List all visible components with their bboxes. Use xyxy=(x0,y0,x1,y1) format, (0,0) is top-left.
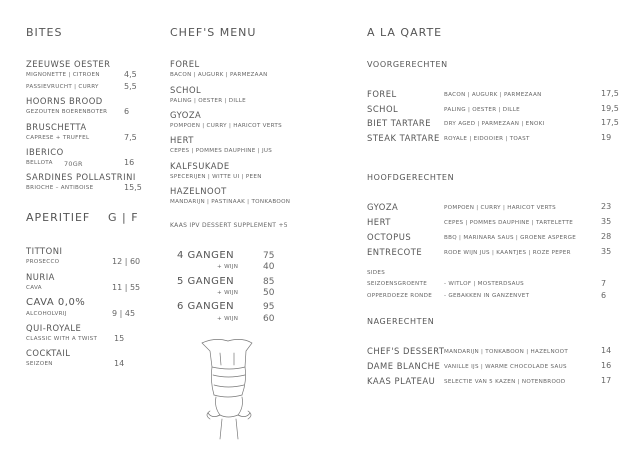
aperitief-item-3-name: QUI-ROYALE xyxy=(26,323,82,333)
side-item-0-name: SEIZOENSGROENTE xyxy=(367,281,428,287)
voor-item-2-desc: DRY AGED | PARMEZAAN | ENOKI xyxy=(444,121,545,127)
chefs-supplement: KAAS IPV DESSERT SUPPLEMENT +5 xyxy=(170,222,288,229)
hoofd-item-2-price: 28 xyxy=(601,232,612,241)
na-item-0-desc: MANDARIJN | TONKABOON | HAZELNOOT xyxy=(444,349,569,355)
bites-item-3-desc: BELLOTA xyxy=(26,160,53,166)
bites-item-4-desc: BRIOCHE – ANTIBOISE xyxy=(26,185,94,191)
aperitief-item-2-name: CAVA 0,0% xyxy=(26,297,86,308)
side-item-1-name: OPPERDOEZE RONDE xyxy=(367,293,433,299)
chefs-item-1-name: SCHOL xyxy=(170,85,202,95)
bites-item-0-price-0: 4,5 xyxy=(124,70,137,79)
na-item-0-price: 14 xyxy=(601,346,612,355)
bites-item-4-name: SARDINES POLLASTRINI xyxy=(26,172,136,182)
na-item-0-name: CHEF'S DESSERT xyxy=(367,346,445,356)
voor-item-1-desc: PALING | OESTER | DILLE xyxy=(444,107,520,113)
course-0-label: 4 GANGEN xyxy=(177,250,235,261)
course-0-price: 75 xyxy=(263,251,275,261)
course-1-wine-price: 50 xyxy=(263,288,275,298)
hoofd-item-1-name: HERT xyxy=(367,217,391,227)
nagerechten-title: NAGERECHTEN xyxy=(367,317,435,326)
aperitief-item-4-price: 14 xyxy=(114,359,125,368)
aperitief-item-0-name: TITTONI xyxy=(26,246,63,256)
bites-item-3-name: IBERICO xyxy=(26,147,64,157)
voor-item-3-desc: ROYALE | EIDOOIER | TOAST xyxy=(444,136,530,142)
voor-item-0-price: 17,5 xyxy=(601,89,619,98)
hoofd-item-1-price: 35 xyxy=(601,217,612,226)
chefs-item-5-desc: MANDARIJN | PASTINAAK | TONKABOON xyxy=(170,199,291,205)
aperitief-item-1-name: NURIA xyxy=(26,272,55,282)
bites-item-0-desc-0: MIGNONETTE | CITROEN xyxy=(26,72,100,78)
hoofdgerechten-title: HOOFDGERECHTEN xyxy=(367,173,455,182)
na-item-1-price: 16 xyxy=(601,361,612,370)
na-item-2-desc: SELECTIE VAN 5 KAZEN | NOTENBROOD xyxy=(444,379,566,385)
chefs-item-4-desc: SPECERIJEN | WITTE UI | PEEN xyxy=(170,174,262,180)
na-item-1-desc: VANILLE IJS | WARME CHOCOLADE SAUS xyxy=(444,364,567,370)
bites-item-1-price: 6 xyxy=(124,107,130,116)
bites-item-2-name: BRUSCHETTA xyxy=(26,122,87,132)
voor-item-2-price: 17,5 xyxy=(601,118,619,127)
chefs-item-1-desc: PALING | OESTER | DILLE xyxy=(170,98,246,104)
na-item-1-name: DAME BLANCHE xyxy=(367,361,441,371)
chefs-item-3-desc: CEPES | POMMES DAUPHINE | JUS xyxy=(170,148,273,154)
na-item-2-price: 17 xyxy=(601,376,612,385)
bites-item-3-price: 16 xyxy=(124,158,135,167)
course-2-price: 95 xyxy=(263,302,275,312)
bites-item-3-weight: 70GR xyxy=(64,160,83,168)
chefs-item-0-name: FOREL xyxy=(170,59,200,69)
hoofd-item-0-desc: POMPOEN | CURRY | HARICOT VERTS xyxy=(444,205,556,211)
bites-item-2-price: 7,5 xyxy=(124,133,137,142)
aperitief-item-3-desc: CLASSIC WITH A TWIST xyxy=(26,336,98,342)
aperitief-item-3-price: 15 xyxy=(114,334,125,343)
na-item-2-name: KAAS PLATEAU xyxy=(367,376,436,386)
bites-item-2-desc: CAPRESE + TRUFFEL xyxy=(26,135,90,141)
chefs-item-2-name: GYOZA xyxy=(170,110,202,120)
chefs-item-5-name: HAZELNOOT xyxy=(170,186,227,196)
aperitief-item-0-price: 12 | 60 xyxy=(112,257,141,266)
chefs-item-2-desc: POMPOEN | CURRY | HARICOT VERTS xyxy=(170,123,282,129)
course-2-wine-price: 60 xyxy=(263,314,275,324)
chefs-item-4-name: KALFSUKADE xyxy=(170,161,230,171)
hoofd-item-3-desc: RODE WIJN JUS | KAANTJES | ROZE PEPER xyxy=(444,250,571,256)
bites-item-0-price-1: 5,5 xyxy=(124,82,137,91)
bites-title: BITES xyxy=(26,26,63,39)
aperitief-columns: G | F xyxy=(108,211,139,224)
bites-item-0-desc-1: PASSIEVRUCHT | CURRY xyxy=(26,84,99,90)
hoofd-item-0-price: 23 xyxy=(601,202,612,211)
aperitief-title: APERITIEF xyxy=(26,211,91,224)
chefs-item-3-name: HERT xyxy=(170,135,194,145)
course-0-wine: + WIJN xyxy=(217,264,239,270)
voor-item-2-name: BIET TARTARE xyxy=(367,118,431,128)
voorgerechten-title: VOORGERECHTEN xyxy=(367,60,448,69)
bites-item-4-price: 15,5 xyxy=(124,183,142,192)
voor-item-1-price: 19,5 xyxy=(601,104,619,113)
chef-hat-sketch-icon xyxy=(190,335,265,445)
course-0-wine-price: 40 xyxy=(263,262,275,272)
course-1-label: 5 GANGEN xyxy=(177,276,235,287)
aperitief-item-1-price: 11 | 55 xyxy=(112,283,141,292)
hoofd-item-2-desc: BBQ | MARINARA SAUS | GROENE ASPERGE xyxy=(444,235,577,241)
bites-item-1-desc: GEZOUTEN BOERENBOTER xyxy=(26,109,108,115)
side-item-1-desc: - GEBAKKEN IN GANZENVET xyxy=(444,293,530,299)
aperitief-item-0-desc: PROSECCO xyxy=(26,259,60,265)
side-item-0-desc: - WITLOF | MOSTERDSAUS xyxy=(444,281,525,287)
hoofd-item-1-desc: CEPES | POMMES DAUPHINE | TARTELETTE xyxy=(444,220,574,226)
chefs-menu-title: CHEF'S MENU xyxy=(170,26,257,39)
hoofd-item-0-name: GYOZA xyxy=(367,202,399,212)
aperitief-item-1-desc: CAVA xyxy=(26,285,42,291)
aperitief-item-4-desc: SEIZOEN xyxy=(26,361,53,367)
course-2-label: 6 GANGEN xyxy=(177,301,235,312)
hoofd-item-2-name: OCTOPUS xyxy=(367,232,412,242)
voor-item-3-name: STEAK TARTARE xyxy=(367,133,440,143)
voor-item-0-name: FOREL xyxy=(367,89,397,99)
hoofd-item-3-price: 35 xyxy=(601,247,612,256)
aperitief-item-2-price: 9 | 45 xyxy=(112,309,136,318)
course-1-price: 85 xyxy=(263,277,275,287)
course-2-wine: + WIJN xyxy=(217,316,239,322)
sides-title: SIDES xyxy=(367,270,386,276)
voor-item-0-desc: BACON | AUGURK | PARMEZAAN xyxy=(444,92,542,98)
aperitief-item-4-name: COCKTAIL xyxy=(26,348,71,358)
side-item-0-price: 7 xyxy=(601,279,607,288)
carte-title: A LA QARTE xyxy=(367,26,443,39)
bites-item-0-name: ZEEUWSE OESTER xyxy=(26,59,111,69)
voor-item-3-price: 19 xyxy=(601,133,612,142)
side-item-1-price: 6 xyxy=(601,291,607,300)
hoofd-item-3-name: ENTRECOTE xyxy=(367,247,423,257)
voor-item-1-name: SCHOL xyxy=(367,104,399,114)
aperitief-item-2-desc: ALCOHOLVRIJ xyxy=(26,311,67,317)
chefs-item-0-desc: BACON | AUGURK | PARMEZAAN xyxy=(170,72,268,78)
bites-item-1-name: HOORNS BROOD xyxy=(26,96,103,106)
course-1-wine: + WIJN xyxy=(217,290,239,296)
